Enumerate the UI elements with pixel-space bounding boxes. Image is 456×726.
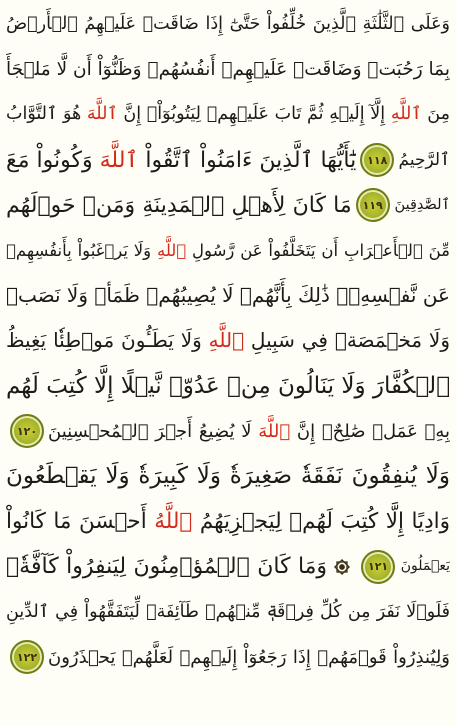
verse-line xyxy=(6,544,450,589)
ayah-number-medallion-icon: ١٢٠ xyxy=(10,414,44,448)
verse-text xyxy=(48,409,450,454)
verse-line xyxy=(6,273,450,318)
verse-line xyxy=(6,635,450,680)
verse-line xyxy=(6,92,450,137)
verse-segment: وَادِيًا إِلَّا كُتِبَ لَهُمۡ لِيَجۡزِيَهُمُ xyxy=(192,509,450,535)
verse-line xyxy=(6,2,450,47)
verse-text xyxy=(6,138,356,183)
verse-line xyxy=(6,183,450,228)
ayah-number-medallion-icon: ١١٨ xyxy=(360,143,394,177)
verse-segment: مِّنَ ٱلۡأَعۡرَابِ أَن يَتَخَلَّفُواْ عَن رَّسُولِ xyxy=(186,241,450,261)
divine-name-word: ٱللَّهُ xyxy=(154,509,193,535)
verse-text xyxy=(6,454,450,499)
verse-segment: يَعۡمَلُونَ xyxy=(400,558,450,575)
divine-name-word: ٱللَّهِ xyxy=(208,328,245,353)
verse-segment: مَا كَانَ لِأَهۡلِ ٱلۡمَدِينَةِ وَمَنۡ حَوۡلَهُم xyxy=(6,192,352,218)
verse-text xyxy=(399,544,450,589)
verse-line xyxy=(6,364,450,409)
verse-segment: وَمَا كَانَ ٱلۡمُؤۡمِنُونَ لِيَنفِرُواْ كَآفَّةٗۚ xyxy=(6,554,328,580)
ayah-number-medallion-icon: ١٢١ xyxy=(361,550,395,584)
verse-text xyxy=(6,183,352,228)
divine-name-word: ٱللَّهِ xyxy=(156,241,187,261)
verse-text xyxy=(6,590,450,635)
verse-text xyxy=(6,364,450,409)
verse-segment: وَلِيُنذِرُواْ قَوۡمَهُمۡ إِذَا رَجَعُوٓاْ إِلَيۡهِمۡ لَعَلَّهُمۡ يَحۡذَرُونَ xyxy=(48,646,450,668)
verse-line xyxy=(6,138,450,183)
ayah-number-medallion-icon: ١٢٢ xyxy=(10,640,44,674)
verse-segment: وَلَا مَخۡمَصَةٞ فِي سَبِيلِ xyxy=(244,328,450,353)
verse-segment: عَن نَّفۡسِهِۦۚ ذَٰلِكَ بِأَنَّهُمۡ لَا يُصِيبُهُمۡ ظَمَأٞ وَلَا نَصَبٞ xyxy=(6,283,450,308)
verse-line xyxy=(6,499,450,544)
verse-segment: لَا يُضِيعُ أَجۡرَ ٱلۡمُحۡسِنِينَ xyxy=(48,420,259,442)
verse-text xyxy=(6,2,450,47)
verse-segment: وَلَا يَرۡغَبُواْ بِأَنفُسِهِمۡ xyxy=(6,241,157,261)
verse-line xyxy=(6,47,450,92)
verse-segment: وَلَا يُنفِقُونَ نَفَقَةٗ صَغِيرَةٗ وَلَا كَبِيرَةٗ وَلَا يَقۡطَعُونَ xyxy=(6,462,450,489)
sajda-symbol-icon xyxy=(331,556,353,578)
verse-text xyxy=(6,499,450,544)
verse-line xyxy=(6,228,450,273)
verse-text xyxy=(48,635,450,680)
verse-segment: وَعَلَى ٱلثَّلَٰثَةِ ٱلَّذِينَ خُلِّفُواْ حَتَّىٰٓ إِذَا ضَاقَتۡ عَلَيۡهِمُ ٱلۡأَرۡضُ xyxy=(6,14,450,35)
verse-segment: وَلَا يَطَـُٔونَ مَوۡطِئٗا يَغِيظُ xyxy=(6,328,209,353)
verse-line xyxy=(6,589,450,634)
verse-segment: يَٰٓأَيُّهَا ٱلَّذِينَ ءَامَنُواْ ٱتَّقُواْ xyxy=(138,147,357,173)
verse-line xyxy=(6,318,450,363)
verse-line xyxy=(6,454,450,499)
verse-text xyxy=(6,273,450,318)
verse-text xyxy=(6,228,450,273)
divine-name-word: ٱللَّهَ xyxy=(258,420,291,442)
verse-segment: أَحۡسَنَ مَا كَانُواْ xyxy=(6,509,155,535)
verse-segment: ٱلرَّحِيمُ xyxy=(398,149,450,170)
verse-text xyxy=(6,318,450,363)
verse-segment: بِمَا رَحُبَتۡ وَضَاقَتۡ عَلَيۡهِمۡ أَنفُسُهُمۡ وَظَنُّوٓاْ أَن لَّا مَلۡجَأَ xyxy=(6,59,450,81)
divine-name-word: ٱللَّهَ xyxy=(99,147,139,173)
verse-text xyxy=(6,544,327,589)
verse-segment: ٱلۡكُفَّارَ وَلَا يَنَالُونَ مِنۡ عَدُوّٖ نَّيۡلًا إِلَّا كُتِبَ لَهُم xyxy=(6,372,450,399)
verse-text xyxy=(398,138,450,183)
verse-segment: وَكُونُواْ مَعَ xyxy=(6,147,100,173)
verse-segment: ٱلصَّٰدِقِينَ xyxy=(394,196,450,213)
divine-name-word: ٱللَّهِ xyxy=(390,104,422,125)
verse-text xyxy=(6,92,450,137)
ayah-number-medallion-icon: ١١٩ xyxy=(356,188,390,222)
verse-text xyxy=(394,183,450,228)
verse-text xyxy=(6,47,450,92)
divine-name-word: ٱللَّهَ xyxy=(86,104,118,125)
verse-segment: هُوَ ٱلتَّوَّابُ xyxy=(6,104,87,125)
verse-segment: إِلَّآ إِلَيۡهِ ثُمَّ تَابَ عَلَيۡهِمۡ لِيَتُوبُوٓاْۚ إِنَّ xyxy=(117,104,391,125)
verse-line xyxy=(6,409,450,454)
verse-segment: مِنَ xyxy=(421,104,450,125)
verse-segment: بِهِۦ عَمَلٞ صَٰلِحٌۚ إِنَّ xyxy=(290,420,450,442)
verse-segment: فَلَوۡلَا نَفَرَ مِن كُلِّ فِرۡقَةٖ مِّنۡهُمۡ طَآئِفَةٞ لِّيَتَفَقَّهُواْ فِي ٱلدِّينِ xyxy=(6,601,450,622)
